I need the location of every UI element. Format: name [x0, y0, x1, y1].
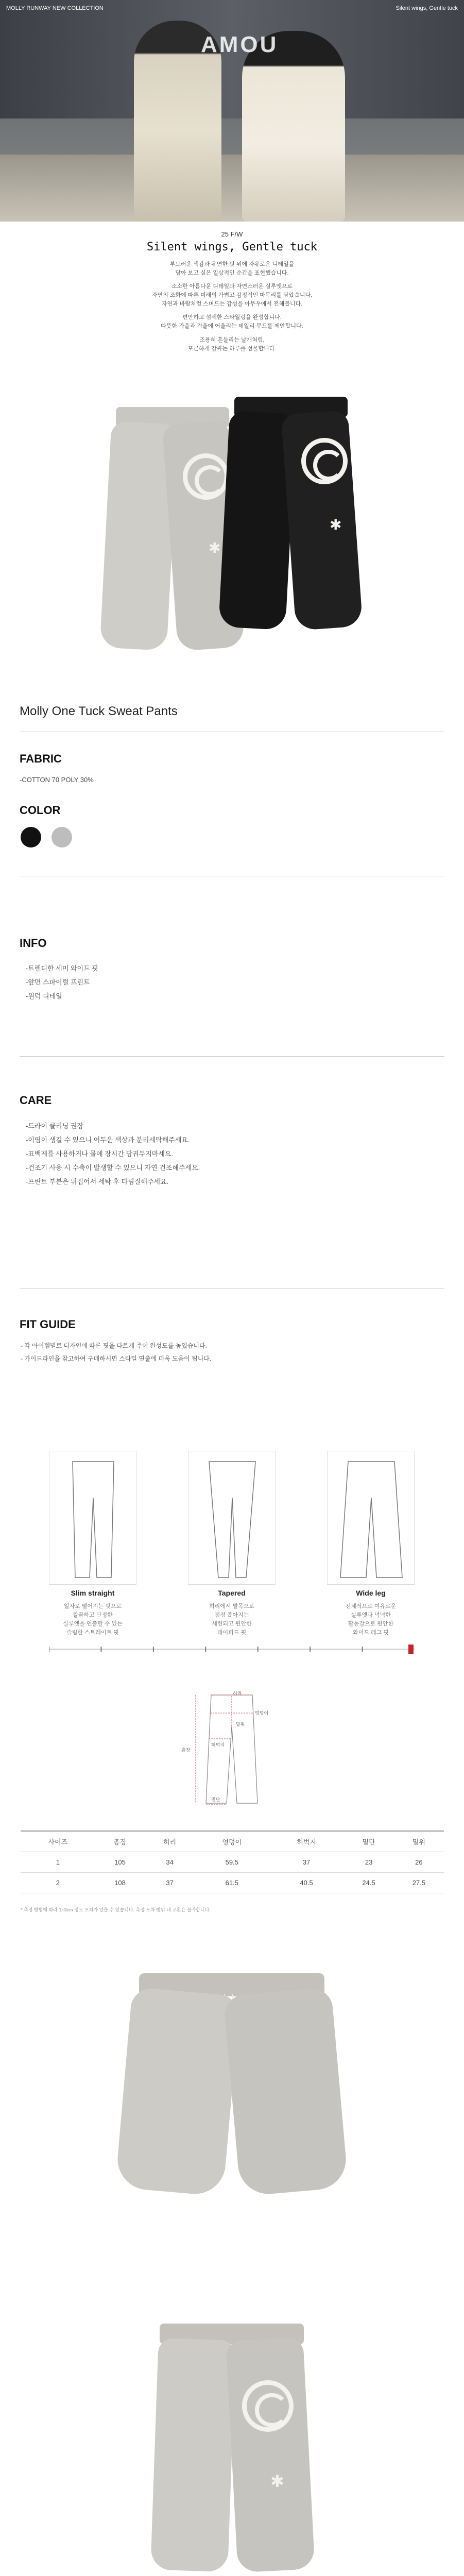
fit-desc-tapered [185, 1602, 278, 1637]
size-table [21, 1831, 444, 1893]
measure-label-rise: 밑위 [236, 1722, 245, 1727]
table-row [21, 1852, 444, 1872]
gray-pants-flat [124, 1973, 340, 2190]
intro-line: 자연의 조화에 따른 미래의 가볍고 감정적인 마무리를 담았습니다. [151, 292, 313, 298]
fit-scale-tick [257, 1647, 259, 1652]
size-header-cell: 사이즈 [21, 1831, 95, 1852]
fit-note: - 각 아이템별로 디자인에 따른 핏을 다르게 주어 완성도를 높였습니다. [21, 1342, 207, 1349]
fit-desc-line: 일자로 떨어지는 핏으로 [63, 1603, 122, 1609]
fit-scale-tick [100, 1647, 101, 1652]
measure-label-hem: 밑단 [211, 1797, 220, 1802]
info-item: -원턱 디테일 [26, 992, 62, 1000]
fit-label-wide: Wide leg [356, 1589, 386, 1597]
gray-pants-flat-photo [0, 1963, 464, 2195]
size-cell: 108 [95, 1872, 145, 1893]
product-title: Molly One Tuck Sweat Pants [20, 704, 178, 718]
fit-desc-line: 세련되고 편안한 [212, 1621, 252, 1627]
size-cell: 61.5 [195, 1872, 269, 1893]
fit-label-tapered: Tapered [218, 1589, 246, 1597]
hero-wall [0, 0, 464, 118]
intro-line: 자연과 바람처럼 스며드는 감성을 아무우에서 전해봅니다. [161, 301, 303, 307]
size-cell: 59.5 [195, 1852, 269, 1872]
fit-scale-tick [362, 1647, 363, 1652]
fit-desc-slim [46, 1602, 139, 1637]
size-header-cell: 총장 [95, 1831, 145, 1852]
size-cell: 1 [21, 1852, 95, 1872]
headline: Silent wings, Gentle tuck [146, 241, 318, 253]
color-swatch-black[interactable] [21, 827, 41, 848]
fit-desc-line: 활동감으로 편안한 [348, 1621, 394, 1627]
fit-desc-line: 전체적으로 여유로운 [345, 1603, 397, 1609]
fit-illustration-wide [327, 1451, 415, 1585]
size-header-cell: 엉덩이 [195, 1831, 269, 1852]
size-table-note: * 측정 방법에 따라 1~3cm 정도 오차가 있을 수 있습니다. 측정 오차 범위 내 교환은 불가합니다. [21, 1907, 211, 1912]
care-item: -건조기 사용 시 수축이 발생할 수 있으니 자연 건조해주세요. [26, 1164, 200, 1172]
fit-scale-tick [153, 1647, 154, 1652]
info-list [26, 961, 98, 1003]
info-title: INFO [20, 937, 47, 950]
size-cell: 34 [145, 1852, 195, 1872]
fit-desc-line: 실루엣과 넉넉한 [351, 1612, 391, 1618]
size-cell: 40.5 [269, 1872, 344, 1893]
gray-pants: ✱ [106, 407, 239, 649]
fit-desc-line: 슬림한 스트레이트 핏 [66, 1630, 119, 1636]
fit-desc-line: 깔끔하고 단정한 [73, 1612, 113, 1618]
size-cell: 26 [394, 1852, 444, 1872]
size-cell: 23 [343, 1852, 393, 1872]
intro-line: 부드러운 색감과 유연한 핏 위에 자유로운 디테일을 [169, 261, 295, 267]
measure-label-waist: 허리 [233, 1691, 242, 1696]
intro-line: 담아 보고 싶은 일상적인 순간을 표현했습니다. [175, 270, 289, 276]
fit-desc-line: 점점 좁아지는 [214, 1612, 249, 1618]
measure-label-length: 총장 [181, 1748, 191, 1753]
size-header-cell: 허리 [145, 1831, 195, 1852]
fit-desc-line: 허리에서 발목으로 [209, 1603, 255, 1609]
intro-paragraph-4 [0, 336, 464, 353]
fit-desc-wide [324, 1602, 417, 1637]
black-pants: ✱ [224, 397, 358, 639]
brand-logo: AMOU [201, 32, 279, 57]
color-title: COLOR [20, 804, 61, 817]
size-header-cell: 허벅지 [269, 1831, 344, 1852]
intro-line: 따뜻한 가을과 겨울에 어울리는 데일리 무드를 제안합니다. [161, 323, 303, 329]
size-cell: 37 [145, 1872, 195, 1893]
size-cell: 37 [269, 1852, 344, 1872]
fit-desc-line: 와이드 레그 핏 [353, 1630, 389, 1636]
fit-scale [49, 1643, 415, 1655]
fit-scale-tick [205, 1647, 206, 1652]
season-label: 25 F/W [221, 230, 243, 238]
fabric-text: -COTTON 70 POLY 30% [20, 776, 94, 784]
care-item: -프린트 부분은 뒤집어서 세탁 후 다림질해주세요. [26, 1178, 169, 1185]
divider [20, 1056, 444, 1057]
hero-photo [0, 0, 464, 222]
size-cell: 24.5 [343, 1872, 393, 1893]
model-right [242, 31, 345, 222]
fit-guide-notes [21, 1340, 211, 1365]
info-item: -트렌디한 세미 와이드 핏 [26, 964, 98, 972]
care-item: -이염이 생길 수 있으니 어두운 색상과 분리세탁해주세요. [26, 1136, 190, 1144]
intro-line: 조용히 흔들리는 날개처럼, [199, 337, 265, 343]
divider [20, 1288, 444, 1289]
fit-illustration-slim [49, 1451, 136, 1585]
measurement-diagram [175, 1690, 288, 1808]
table-row [21, 1872, 444, 1893]
care-item: -드라이 클리닝 권장 [26, 1122, 84, 1130]
info-item: -앞면 스파이럴 프린트 [26, 978, 90, 986]
size-cell: 2 [21, 1872, 95, 1893]
measure-label-hip: 엉덩이 [255, 1710, 269, 1716]
intro-paragraph-3 [0, 313, 464, 331]
gray-pants-front: ✱ [154, 2324, 309, 2571]
hero-corner-right: Silent wings, Gentle tuck [396, 5, 458, 11]
fit-illustration-tapered [188, 1451, 276, 1585]
fit-guide-title: FIT GUIDE [20, 1318, 76, 1331]
fit-desc-line: 테이퍼드 핏 [217, 1630, 247, 1636]
fabric-title: FABRIC [20, 752, 62, 765]
size-header-cell: 밑위 [394, 1831, 444, 1852]
fit-desc-line: 실루엣을 연출할 수 있는 [63, 1621, 123, 1627]
size-header-cell: 밑단 [343, 1831, 393, 1852]
fit-scale-tick [310, 1647, 311, 1652]
size-cell: 27.5 [394, 1872, 444, 1893]
measure-label-thigh: 허벅지 [211, 1742, 225, 1748]
intro-line: 편안하고 섬세한 스타일링을 완성합니다. [182, 314, 282, 320]
care-list [26, 1119, 200, 1189]
color-swatch-gray[interactable] [51, 827, 72, 848]
product-pair-image [77, 392, 386, 659]
size-cell: 105 [95, 1852, 145, 1872]
intro-paragraph-1 [0, 260, 464, 278]
size-table-header [21, 1831, 444, 1852]
care-item: -표백제를 사용하거나 물에 장시간 담궈두지마세요. [26, 1150, 174, 1158]
fit-label-slim: Slim straight [71, 1589, 115, 1597]
fit-note: - 가이드라인을 참고하여 구매하시면 스타일 연출에 더욱 도움이 됩니다. [21, 1355, 212, 1362]
intro-line: 소소한 아름다운 디테일과 자연스러운 실루엣으로 [171, 283, 293, 290]
gray-pants-front-photo [0, 2324, 464, 2576]
care-title: CARE [20, 1094, 52, 1107]
fit-scale-marker [408, 1645, 414, 1654]
intro-paragraph-2 [0, 282, 464, 309]
intro-line: 포근하게 감싸는 하루를 선물합니다. [187, 346, 277, 352]
hero-corner-left: MOLLY RUNWAY NEW COLLECTION [6, 5, 104, 11]
hero-floor [0, 155, 464, 222]
